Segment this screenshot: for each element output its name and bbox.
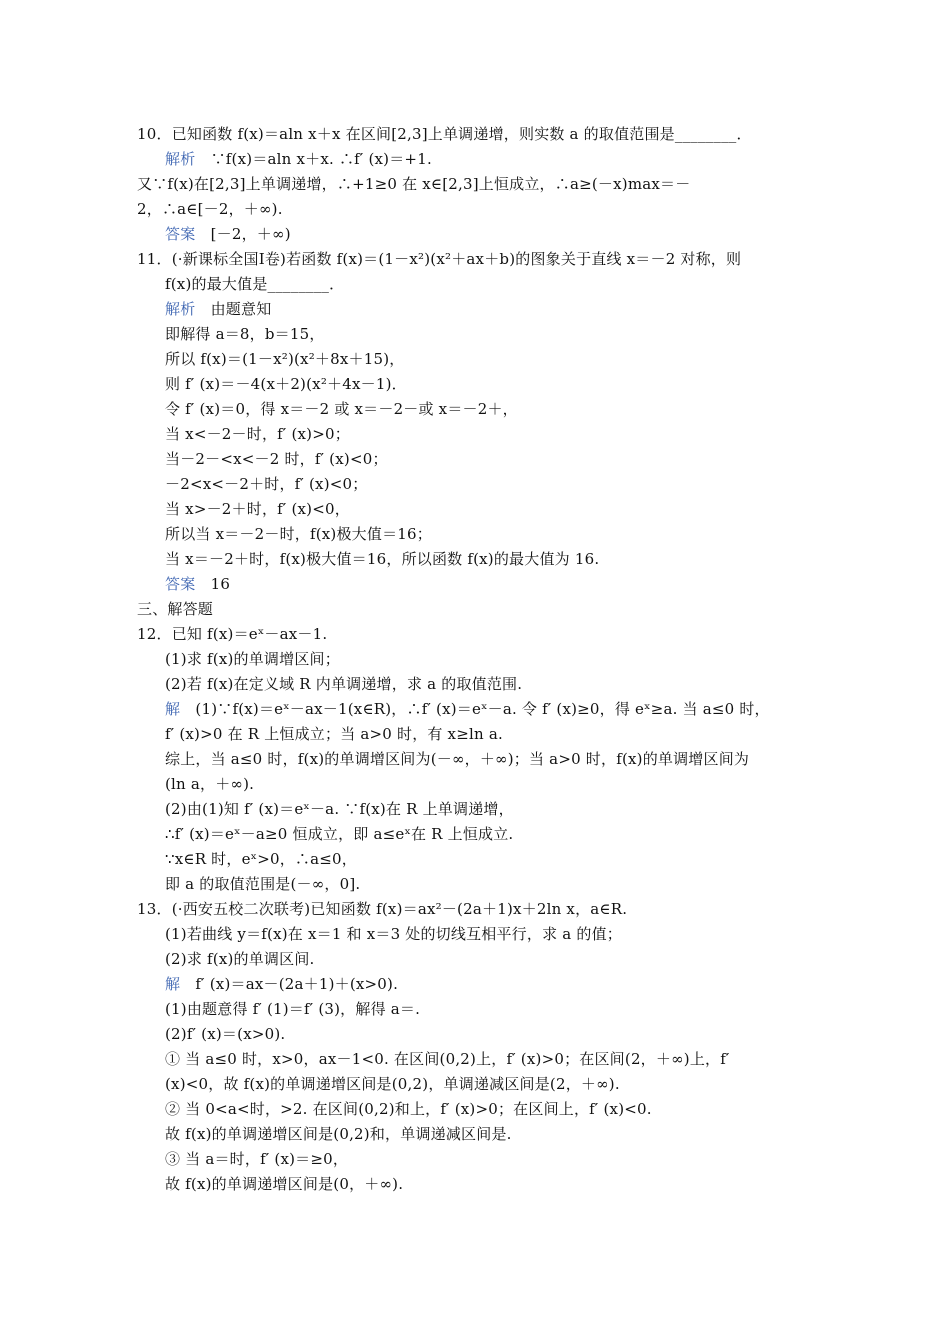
analysis-label: 解析 — [165, 150, 196, 168]
text-line: ∴f′ (x)＝eˣ－a≥0 恒成立，即 a≤eˣ在 R 上恒成立. — [165, 825, 514, 843]
question-11: 11．(·新课标全国Ⅰ卷)若函数 f(x)＝(1－x²)(x²＋ax＋b)的图象关于直线 x＝－2 对称，则 — [137, 250, 742, 268]
text-line: ① 当 a≤0 时，x>0，ax－1<0. 在区间(0,2)上，f′ (x)>0；在区间(2，＋∞)上，f′ — [165, 1050, 730, 1068]
answer-label: 答案 — [165, 575, 196, 593]
text-line: (x)<0，故 f(x)的单调递增区间是(0,2)，单调递减区间是(2，＋∞). — [165, 1075, 620, 1093]
text-line: f(x)的最大值是________． — [165, 275, 345, 293]
solution-line: 解 f′ (x)＝ax－(2a＋1)＋(x>0). — [165, 975, 399, 993]
question-10: 10．已知函数 f(x)＝aln x＋x 在区间[2,3]上单调递增，则实数 a 的取值范围是________． — [137, 125, 752, 143]
solution-label: 解 — [165, 975, 181, 993]
text-line: ∵x∈R 时，eˣ>0，∴a≤0， — [165, 850, 357, 868]
text-line: －2<x<－2＋时，f′ (x)<0； — [165, 475, 368, 493]
text-line: 所以 f(x)＝(1－x²)(x²＋8x＋15)， — [165, 350, 405, 368]
solution-line: 解 (1)∵f(x)＝eˣ－ax－1(x∈R)，∴f′ (x)＝eˣ－a. 令 f′ (x)≥0，得 eˣ≥a. 当 a≤0 时， — [165, 700, 770, 718]
analysis-label: 解析 — [165, 300, 196, 318]
analysis-line: 解析 由题意知 — [165, 300, 272, 318]
answer-label: 答案 — [165, 225, 196, 243]
text-line: ③ 当 a＝时，f′ (x)＝≥0， — [165, 1150, 349, 1168]
text-line: 令 f′ (x)＝0，得 x＝－2 或 x＝－2－或 x＝－2＋， — [165, 400, 518, 418]
text-line: 即解得 a＝8，b＝15， — [165, 325, 325, 343]
text-line: (2)若 f(x)在定义域 R 内单调递增，求 a 的取值范围. — [165, 675, 523, 693]
solution-label: 解 — [165, 700, 181, 718]
text-line: 又∵f(x)在[2,3]上单调递增，∴+1≥0 在 x∈[2,3]上恒成立，∴a≥(－x)max＝－ — [137, 175, 691, 193]
text-line: (2)由(1)知 f′ (x)＝eˣ－a. ∵f(x)在 R 上单调递增， — [165, 800, 514, 818]
text-line: (1)若曲线 y＝f(x)在 x＝1 和 x＝3 处的切线互相平行，求 a 的值； — [165, 925, 622, 943]
text-line: f′ (x)>0 在 R 上恒成立；当 a>0 时，有 x≥ln a. — [165, 725, 503, 743]
text-line: (1)由题意得 f′ (1)＝f′ (3)，解得 a＝. — [165, 1000, 421, 1018]
text-line: (2)f′ (x)＝(x>0). — [165, 1025, 286, 1043]
text-line: 故 f(x)的单调递增区间是(0，＋∞). — [165, 1175, 404, 1193]
text-line: 当－2－<x<－2 时，f′ (x)<0； — [165, 450, 388, 468]
text-line: 即 a 的取值范围是(－∞，0]. — [165, 875, 361, 893]
analysis-line: 解析 ∵f(x)＝aln x＋x. ∴f′ (x)＝+1. — [165, 150, 432, 168]
text-line: ② 当 0<a<时，>2. 在区间(0,2)和上，f′ (x)>0；在区间上，f′ (x)<0. — [165, 1100, 652, 1118]
section-heading: 三、解答题 — [137, 600, 214, 618]
text-line: 故 f(x)的单调递增区间是(0,2)和，单调递减区间是. — [165, 1125, 512, 1143]
text-line: (ln a，＋∞). — [165, 775, 255, 793]
text-line: 2，∴a∈[－2，＋∞). — [137, 200, 283, 218]
text-line: (1)求 f(x)的单调增区间； — [165, 650, 340, 668]
answer-line: 答案 [－2，＋∞) — [165, 225, 291, 243]
text-line: 当 x＝－2＋时，f(x)极大值＝16，所以函数 f(x)的最大值为 16. — [165, 550, 600, 568]
text-line: 当 x>－2＋时，f′ (x)<0， — [165, 500, 350, 518]
text-line: 当 x<－2－时，f′ (x)>0； — [165, 425, 350, 443]
text-line: 所以当 x＝－2－时，f(x)极大值＝16； — [165, 525, 432, 543]
question-13: 13．(·西安五校二次联考)已知函数 f(x)＝ax²－(2a＋1)x＋2ln x，a∈R. — [137, 900, 628, 918]
text-line: (2)求 f(x)的单调区间. — [165, 950, 315, 968]
answer-line: 答案 16 — [165, 575, 231, 593]
text-line: 综上，当 a≤0 时，f(x)的单调增区间为(－∞，＋∞)；当 a>0 时，f(x)的单调增区间为 — [165, 750, 750, 768]
question-12: 12．已知 f(x)＝eˣ－ax－1. — [137, 625, 328, 643]
text-line: 则 f′ (x)＝－4(x＋2)(x²＋4x－1)． — [165, 375, 407, 393]
